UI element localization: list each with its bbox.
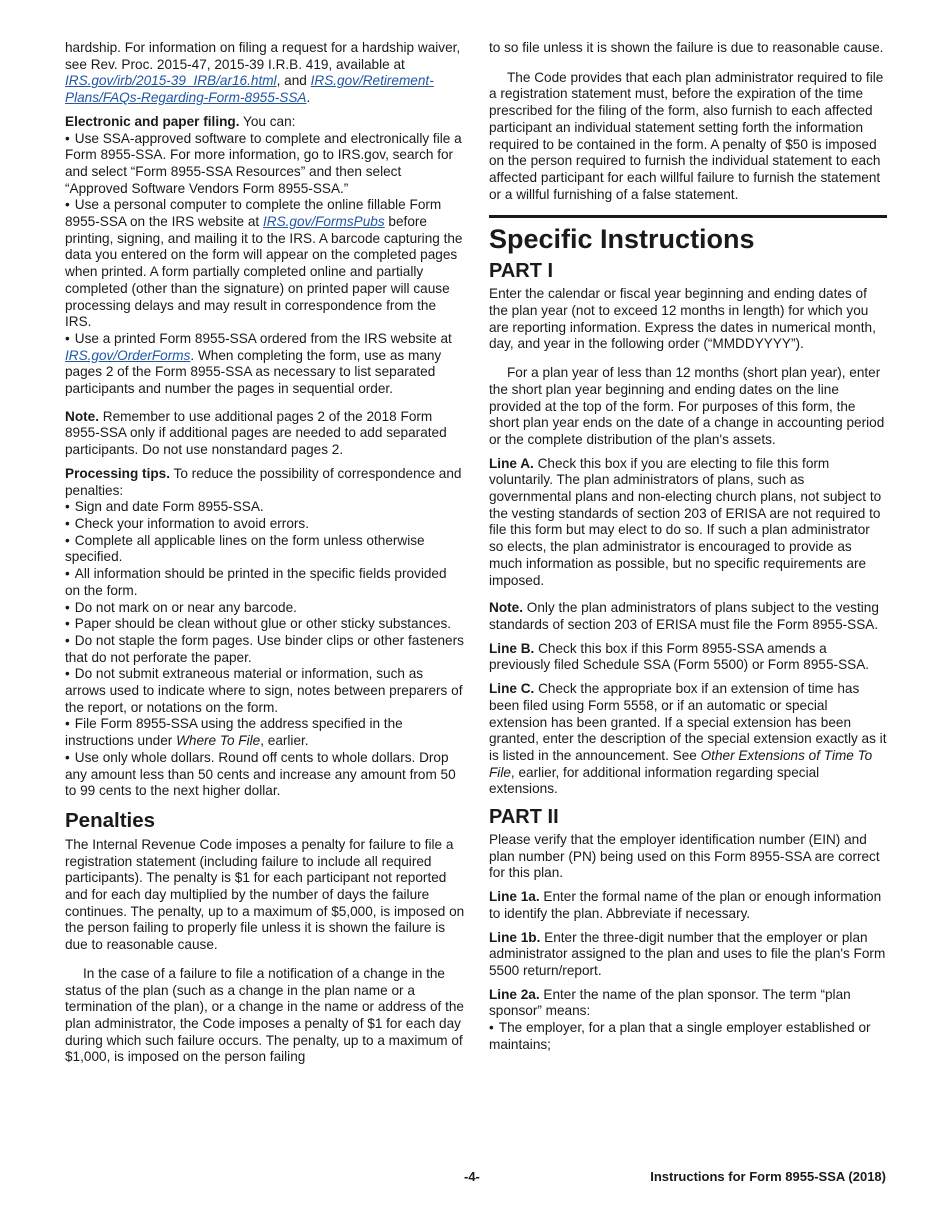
irb-link[interactable]: IRS.gov/irb/2015-39_IRB/ar16.html	[65, 73, 277, 89]
list-item: • Do not staple the form pages. Use binder clips or other fasteners that do not perforate the paper.	[65, 633, 465, 666]
line-1b-paragraph: Line 1b. Enter the three-digit number that the employer or plan administrator assigned to the plan and uses to file the plan's Form 5500 return/report.	[489, 929, 886, 978]
line-a-paragraph: Line A. Check this box if you are electing to file this form voluntarily. The plan administrators of plans, such as governmental plans and non-electing church plans, not subject to the vesting standards of section 203 of ERISA are not required to file this form but may elect to do so. If such a plan administrator so elects, the plan administrator is encouraged to provide as much information as possible, but no specific requirements are imposed.	[489, 455, 882, 588]
right-column	[489, 40, 887, 1060]
line-b-paragraph: Line B. Check this box if this Form 8955-SSA amends a previously filed Schedule SSA (Form 5500) or Form 8955-SSA.	[489, 640, 870, 673]
penalties-paragraph-1: The Internal Revenue Code imposes a penalty for failure to file a registration statement (including failure to include all required participants). The penalty is $1 for each participant not reported and for each day multiplied by the number of days the failure continues. The penalty, up to a maximum of $5,000, is imposed on the person failing to properly file unless it is shown the failure is due to reasonable cause.	[65, 836, 465, 953]
plan-sponsor-list	[489, 1020, 887, 1053]
part-1-heading: PART I	[489, 260, 554, 283]
list-item: • All information should be printed in the specific fields provided on the form.	[65, 566, 465, 599]
efile-heading-line: Electronic and paper filing. You can:	[65, 113, 296, 129]
left-column	[65, 40, 465, 1073]
list-item: • Do not submit extraneous material or information, such as arrows used to indicate where to sign, notes between preparers of the report, or notations on the form.	[65, 666, 465, 716]
line-c-paragraph: Line C. Check the appropriate box if an extension of time has been filed using Form 5558, or if an automatic or special extension has been granted. If a special extension has been granted, enter the description of the special extension exactly as it is listed in the announcement. See Other Extensions of Time To File, earlier, for additional information regarding special extensions.	[489, 681, 887, 797]
list-item: • Use SSA-approved software to complete and electronically file a Form 8955-SSA. For more information, go to IRS.gov, search for and select “Form 8955-SSA Resources” and then select “Approved Software Vendors Form 8955-SSA.”	[65, 131, 465, 198]
processing-tips-list	[65, 499, 465, 800]
list-item: • Check your information to avoid errors.	[65, 516, 465, 533]
efile-heading: Electronic and paper filing.	[65, 113, 240, 129]
list-item: • Complete all applicable lines on the form unless otherwise specified.	[65, 533, 465, 566]
hardship-paragraph: hardship. For information on filing a request for a hardship waiver, see Rev. Proc. 2015-47, 2015-39 I.R.B. 419, available at IRS.gov/irb/2015-39_IRB/ar16.html, and IRS.gov/Retirement-Plans/FAQs-Regarding-Form-8955-SSA.	[65, 40, 461, 106]
list-item: • Sign and date Form 8955-SSA.	[65, 499, 465, 516]
orderforms-link[interactable]: IRS.gov/OrderForms	[65, 347, 191, 363]
efile-list	[65, 131, 465, 398]
list-item: • File Form 8955-SSA using the address specified in the instructions under Where To File, earlier.	[65, 716, 465, 749]
note-2-paragraph: Note. Only the plan administrators of plans subject to the vesting standards of section 203 of ERISA must file the Form 8955-SSA.	[489, 600, 879, 632]
list-item: • Paper should be clean without glue or other sticky substances.	[65, 616, 465, 633]
formspubs-link[interactable]: IRS.gov/FormsPubs	[263, 214, 385, 230]
processing-tips-heading-line: Processing tips. To reduce the possibility of correspondence and penalties:	[65, 465, 462, 498]
list-item: • Use a printed Form 8955-SSA ordered from the IRS website at IRS.gov/OrderForms. When completing the form, use as many pages 2 of the Form 8955-SSA as necessary to list separated participants and number the pages in sequential order.	[65, 331, 465, 398]
note-paragraph: Note. Remember to use additional pages 2 of the 2018 Form 8955-SSA only if additional pages are needed to add separated participants. Do not use nonstandard pages 2.	[65, 408, 447, 458]
faq-link[interactable]: IRS.gov/Retirement-Plans/FAQs-Regarding-Form-8955-SSA	[65, 73, 434, 106]
line-1a-paragraph: Line 1a. Enter the formal name of the plan or enough information to identify the plan. Abbreviate if necessary.	[489, 889, 882, 921]
code-paragraph: The Code provides that each plan administrator required to file a registration statement must, before the expiration of the time prescribed for the filing of the form, also furnish to each affected participant an individual statement setting forth the information required to be contained in the form. A penalty of $50 is imposed on the person required to furnish the individual statement to each affected participant for each willful failure to furnish the statement or a willful furnishing of a false statement.	[489, 69, 884, 202]
footer-doc-title: Instructions for Form 8955-SSA (2018)	[650, 1169, 886, 1184]
list-item: • Use a personal computer to complete the online fillable Form 8955-SSA on the IRS website at IRS.gov/FormsPubs before printing, signing, and mailing it to the IRS. A barcode capturing the data you entered on the form will appear on the completed pages when printed. A form partially completed online and partially completed (other than the signature) on printed paper will cause processing delays and may result in correspondence from the IRS.	[65, 197, 465, 331]
part-2-paragraph: Please verify that the employer identification number (EIN) and plan number (PN) being used on this Form 8955-SSA are correct for this plan.	[489, 832, 880, 881]
list-item: • Use only whole dollars. Round off cents to whole dollars. Drop any amount less than 50 cents and increase any amount from 50 to 99 cents to the next higher dollar.	[65, 750, 465, 800]
page-number: -4-	[464, 1169, 480, 1184]
specific-instructions-heading: Specific Instructions	[489, 215, 887, 255]
list-item: • Do not mark on or near any barcode.	[65, 600, 465, 617]
list-item: • The employer, for a plan that a single employer established or maintains;	[489, 1020, 887, 1053]
part-1-paragraph-2: For a plan year of less than 12 months (short plan year), enter the short plan year beginning and ending dates on the line provided at the top of the form. For purposes of this form, the short plan year ends on the date of a change in accounting period or the complete distribution of the plan's assets.	[489, 365, 885, 447]
penalties-heading: Penalties	[65, 808, 156, 832]
penalties-paragraph-2: In the case of a failure to file a notification of a change in the status of the plan (such as a change in the plan name or a termination of the plan), or a change in the name or address of the plan administrator, the Code imposes a penalty of $1 for each day during which such failure occurs. The penalty, up to a maximum of $1,000, is imposed on the person failing	[65, 965, 464, 1065]
continuation-paragraph: to so file unless it is shown the failure is due to reasonable cause.	[489, 40, 884, 55]
part-1-paragraph-1: Enter the calendar or fiscal year beginning and ending dates of the plan year (not to exceed 12 months in length) for which you are reporting information. Express the dates in numerical month, day, and year in the following order (“MMDDYYYY”).	[489, 286, 876, 352]
part-2-heading: PART II	[489, 806, 559, 829]
line-2a-paragraph: Line 2a. Enter the name of the plan sponsor. The term “plan sponsor” means:	[489, 986, 851, 1019]
